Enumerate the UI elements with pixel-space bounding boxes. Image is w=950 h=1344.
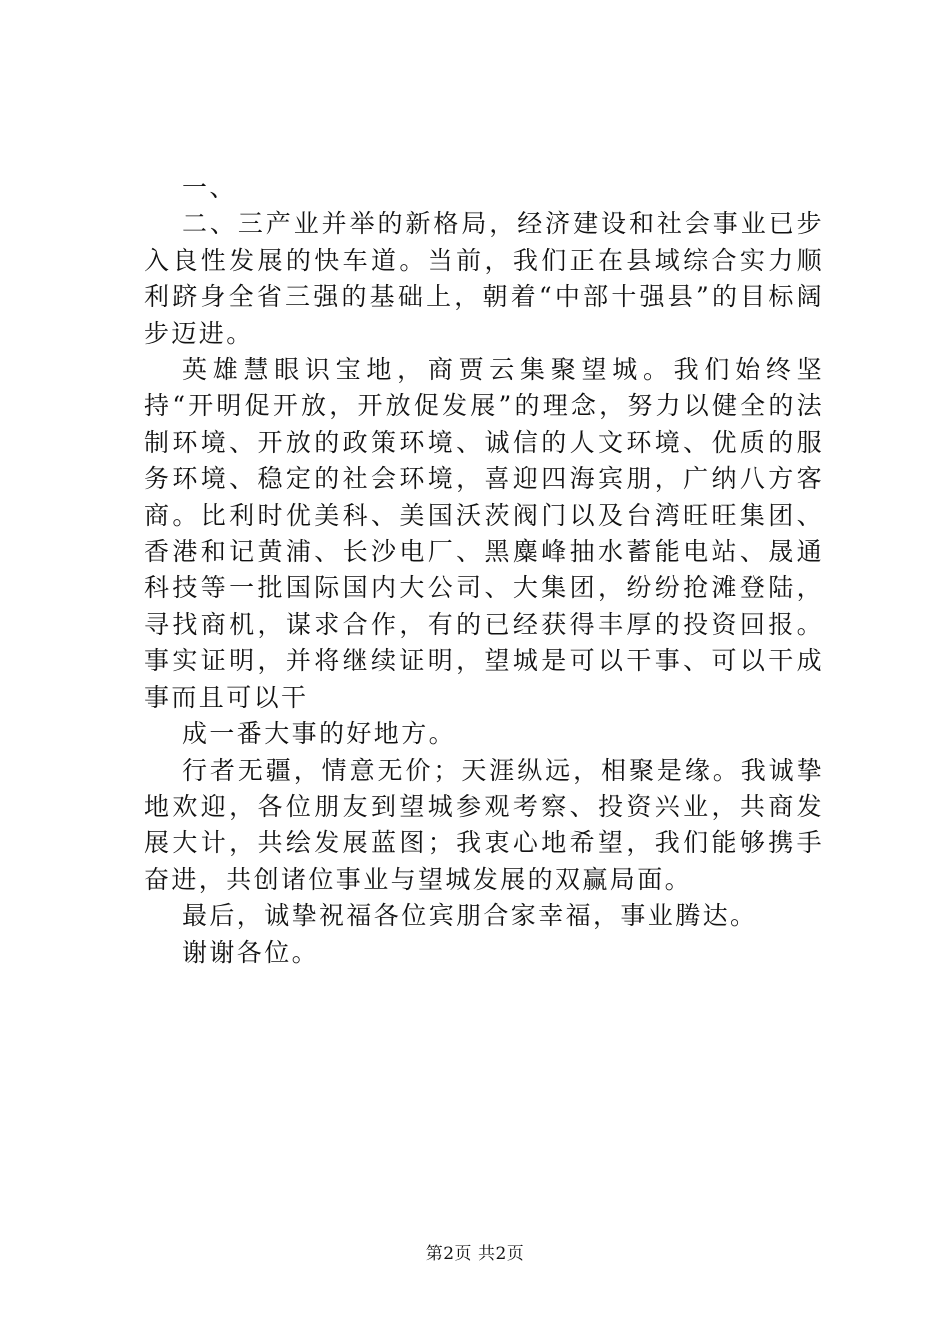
paragraph-investment-environment: 英雄慧眼识宝地，商贾云集聚望城。我们始终坚持“开明促开放，开放促发展”的理念，努力以健全的法制环境、开放的政策环境、诚信的人文环境、优质的服务环境、稳定的社会环境，喜迎四海宾朋，广纳八方客商。比利时优美科、美国沃茨阀门以及台湾旺旺集团、香港和记黄浦、长沙电厂、黑麋峰抽水蓄能电站、晟通科技等一批国际国内大公司、大集团，纷纷抢滩登陆，寻找商机，谋求合作，有的已经获得丰厚的投资回报。事实证明，并将继续证明，望城是可以干事、可以干成事而且可以干 (144, 355, 824, 712)
paragraph-thanks: 谢谢各位。 (182, 937, 320, 967)
paragraph-continuation: 成一番大事的好地方。 (182, 719, 457, 749)
paragraph-blessing: 最后，诚挚祝福各位宾朋合家幸福，事业腾达。 (182, 901, 758, 931)
document-body (144, 170, 824, 971)
page-footer (0, 1242, 950, 1266)
paragraph-development-overview: 二、三产业并举的新格局，经济建设和社会事业已步入良性发展的快车道。当前，我们正在县域综合实力顺利跻身全省三强的基础上，朝着“中部十强县”的目标阔步迈进。 (144, 209, 824, 348)
page-number-label: 第2页 共2页 (425, 1244, 525, 1264)
paragraph-welcome: 行者无疆，情意无价；天涯纵远，相聚是缘。我诚挚地欢迎，各位朋友到望城参观考察、投资兴业，共商发展大计，共绘发展蓝图；我衷心地希望，我们能够携手奋进，共创诸位事业与望城发展的双赢局面。 (144, 755, 824, 894)
paragraph-heading-fragment: 一、 (182, 173, 237, 202)
